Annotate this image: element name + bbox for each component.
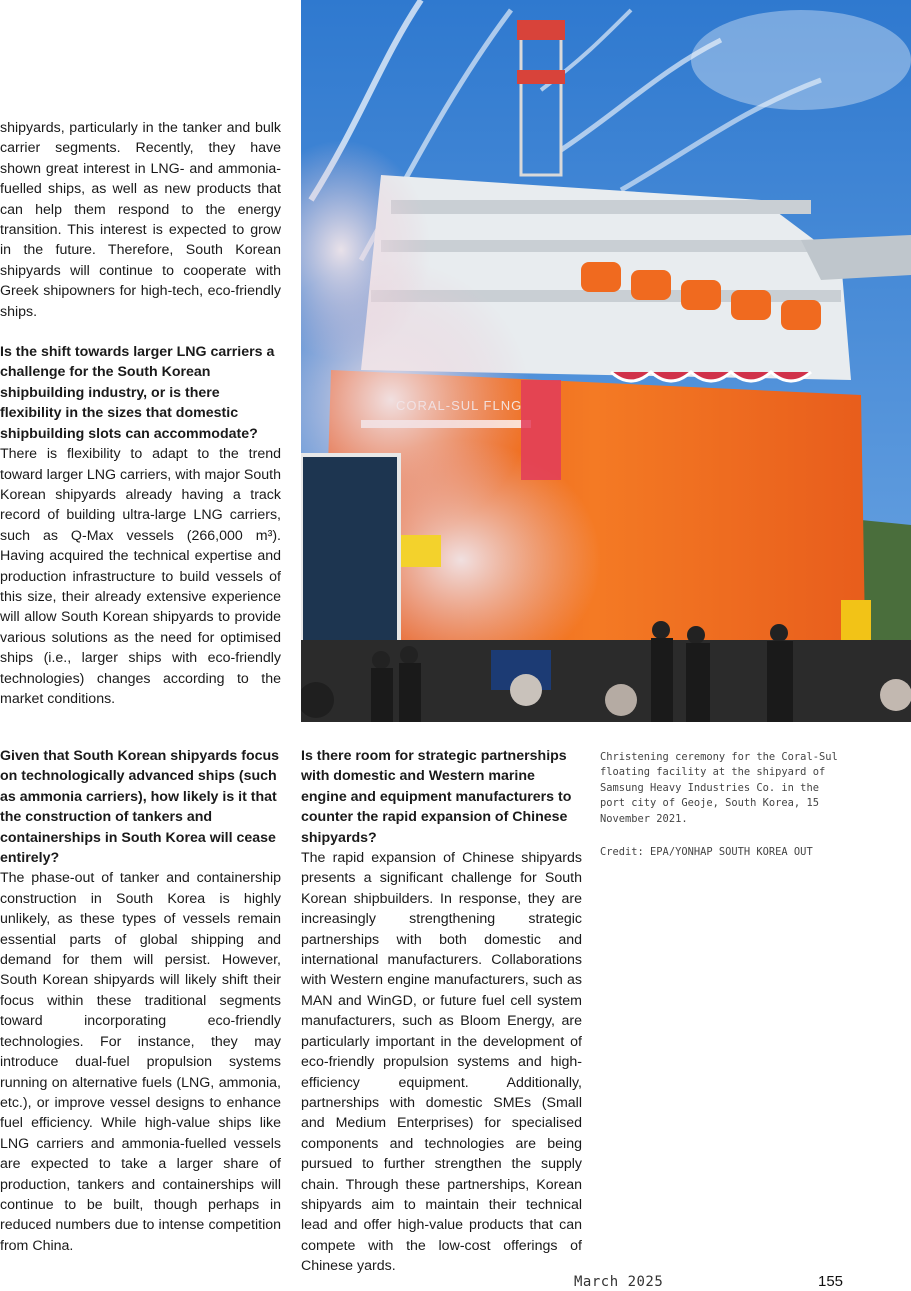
person <box>767 641 793 722</box>
audience-head <box>510 674 542 706</box>
topsides-deck <box>391 200 811 214</box>
lifeboat <box>781 300 821 330</box>
person <box>651 638 673 722</box>
interview-answer: The rapid expansion of Chinese shipyards presents a significant challenge for South Korean shipbuilders. In response, they are increasingly strengthening strategic partnerships with both domestic and international manufacturers. Collaborations with Western engine manufacturers, such as MAN and WinGD, or future fuel cell system manufacturers, such as Bloom Energy, are particularly important in the development of eco-friendly propulsion systems and high-efficiency equipment. Additionally, partnerships with domestic SMEs (Small and Medium Enterprises) for specialised components and technologies are being pursued to further strengthen the supply chain. Through these partnerships, Korean shipyards aim to maintain their technical lead and offer high-value products that can compete with the low-cost offerings of Chinese yards. <box>301 850 582 1275</box>
lifeboat <box>631 270 671 300</box>
person <box>400 646 418 664</box>
interview-question: Is the shift towards larger LNG carriers a challenge for the South Korean shipbuilding industry, or is there flexibility in the sizes that domestic shipbuilding slots can accommodate? <box>0 344 275 442</box>
photo-caption <box>600 750 850 860</box>
issue-date: March 2025 <box>574 1274 664 1290</box>
person <box>372 651 390 669</box>
interview-question: Given that South Korean shipyards focus on technologically advanced ships (such as ammonia carriers), how likely is it that the construction of tankers and containerships in South Korea will cease entirely? <box>0 748 280 867</box>
lifeboat <box>581 262 621 292</box>
photo-credit: Credit: EPA/YONHAP SOUTH KOREA OUT <box>600 846 813 859</box>
audience-head <box>605 684 637 716</box>
cloud <box>691 10 911 110</box>
person <box>399 663 421 722</box>
person <box>687 626 705 644</box>
interview-question: Is there room for strategic partnerships with domestic and Western marine engine and equipment manufacturers to counter the rapid expansion of Chinese shipyards? <box>301 748 572 846</box>
person <box>652 621 670 639</box>
page-number: 155 <box>818 1273 844 1290</box>
middle-column <box>301 746 582 1277</box>
ribbon-bundle <box>521 380 561 480</box>
screen <box>301 455 399 645</box>
lifeboat <box>731 290 771 320</box>
left-column-top <box>0 118 281 709</box>
interview-answer: There is flexibility to adapt to the trend toward larger LNG carriers, with major South Korean shipyards already having a track record of building ultra-large LNG carriers, such as Q-Max vessels (266,000 m³). Having acquired the technical expertise and production infrastructure to build vessels of this size, their already extensive experience will allow South Korean shipyards to provide various solutions as the need for optimised ships (i.e., larger ships with eco-friendly technologies) changes according to the market conditions. <box>0 446 281 707</box>
interview-answer: The phase-out of tanker and containership construction in South Korea is highly unlikely, as these types of vessels remain essential parts of global shipping and demand for them will persist. However, South Korean shipyards will likely shift their focus within these traditional segments toward incorporating eco-friendly technologies. For instance, they may introduce dual-fuel propulsion systems running on alternative fuels (LNG, ammonia, etc.), or improve vessel designs to enhance fuel efficiency. While high-value ships like LNG carriers and ammonia-fuelled vessels are expected to take a larger share of production, tankers and containerships will continue to be built, though perhaps in reduced numbers due to intense competition from China. <box>0 870 281 1254</box>
person <box>770 624 788 642</box>
ship-illustration <box>301 0 911 722</box>
derrick-top <box>517 20 565 40</box>
bunting <box>611 372 811 381</box>
flag <box>401 535 441 567</box>
left-column-bottom <box>0 746 281 1256</box>
lifeboat <box>681 280 721 310</box>
christening-photo <box>301 0 911 722</box>
person <box>686 643 710 722</box>
caption-text: Christening ceremony for the Coral-Sul floating facility at the shipyard of Samsung Heavy Industries Co. in the port city of Geoje, South Korea, 15 November 2021. <box>600 751 838 825</box>
audience-head <box>880 679 911 711</box>
derrick-mid <box>517 70 565 84</box>
body-paragraph: shipyards, particularly in the tanker and bulk carrier segments. Recently, they have shown great interest in LNG- and ammonia-fuelled ships, as well as new products that can help them respond to the energy transition. This interest is expected to grow in the future. Therefore, South Korean shipyards will continue to cooperate with Greek shipowners for high-tech, eco-friendly ships. <box>0 120 281 320</box>
topsides-deck <box>381 240 831 252</box>
person <box>371 668 393 722</box>
